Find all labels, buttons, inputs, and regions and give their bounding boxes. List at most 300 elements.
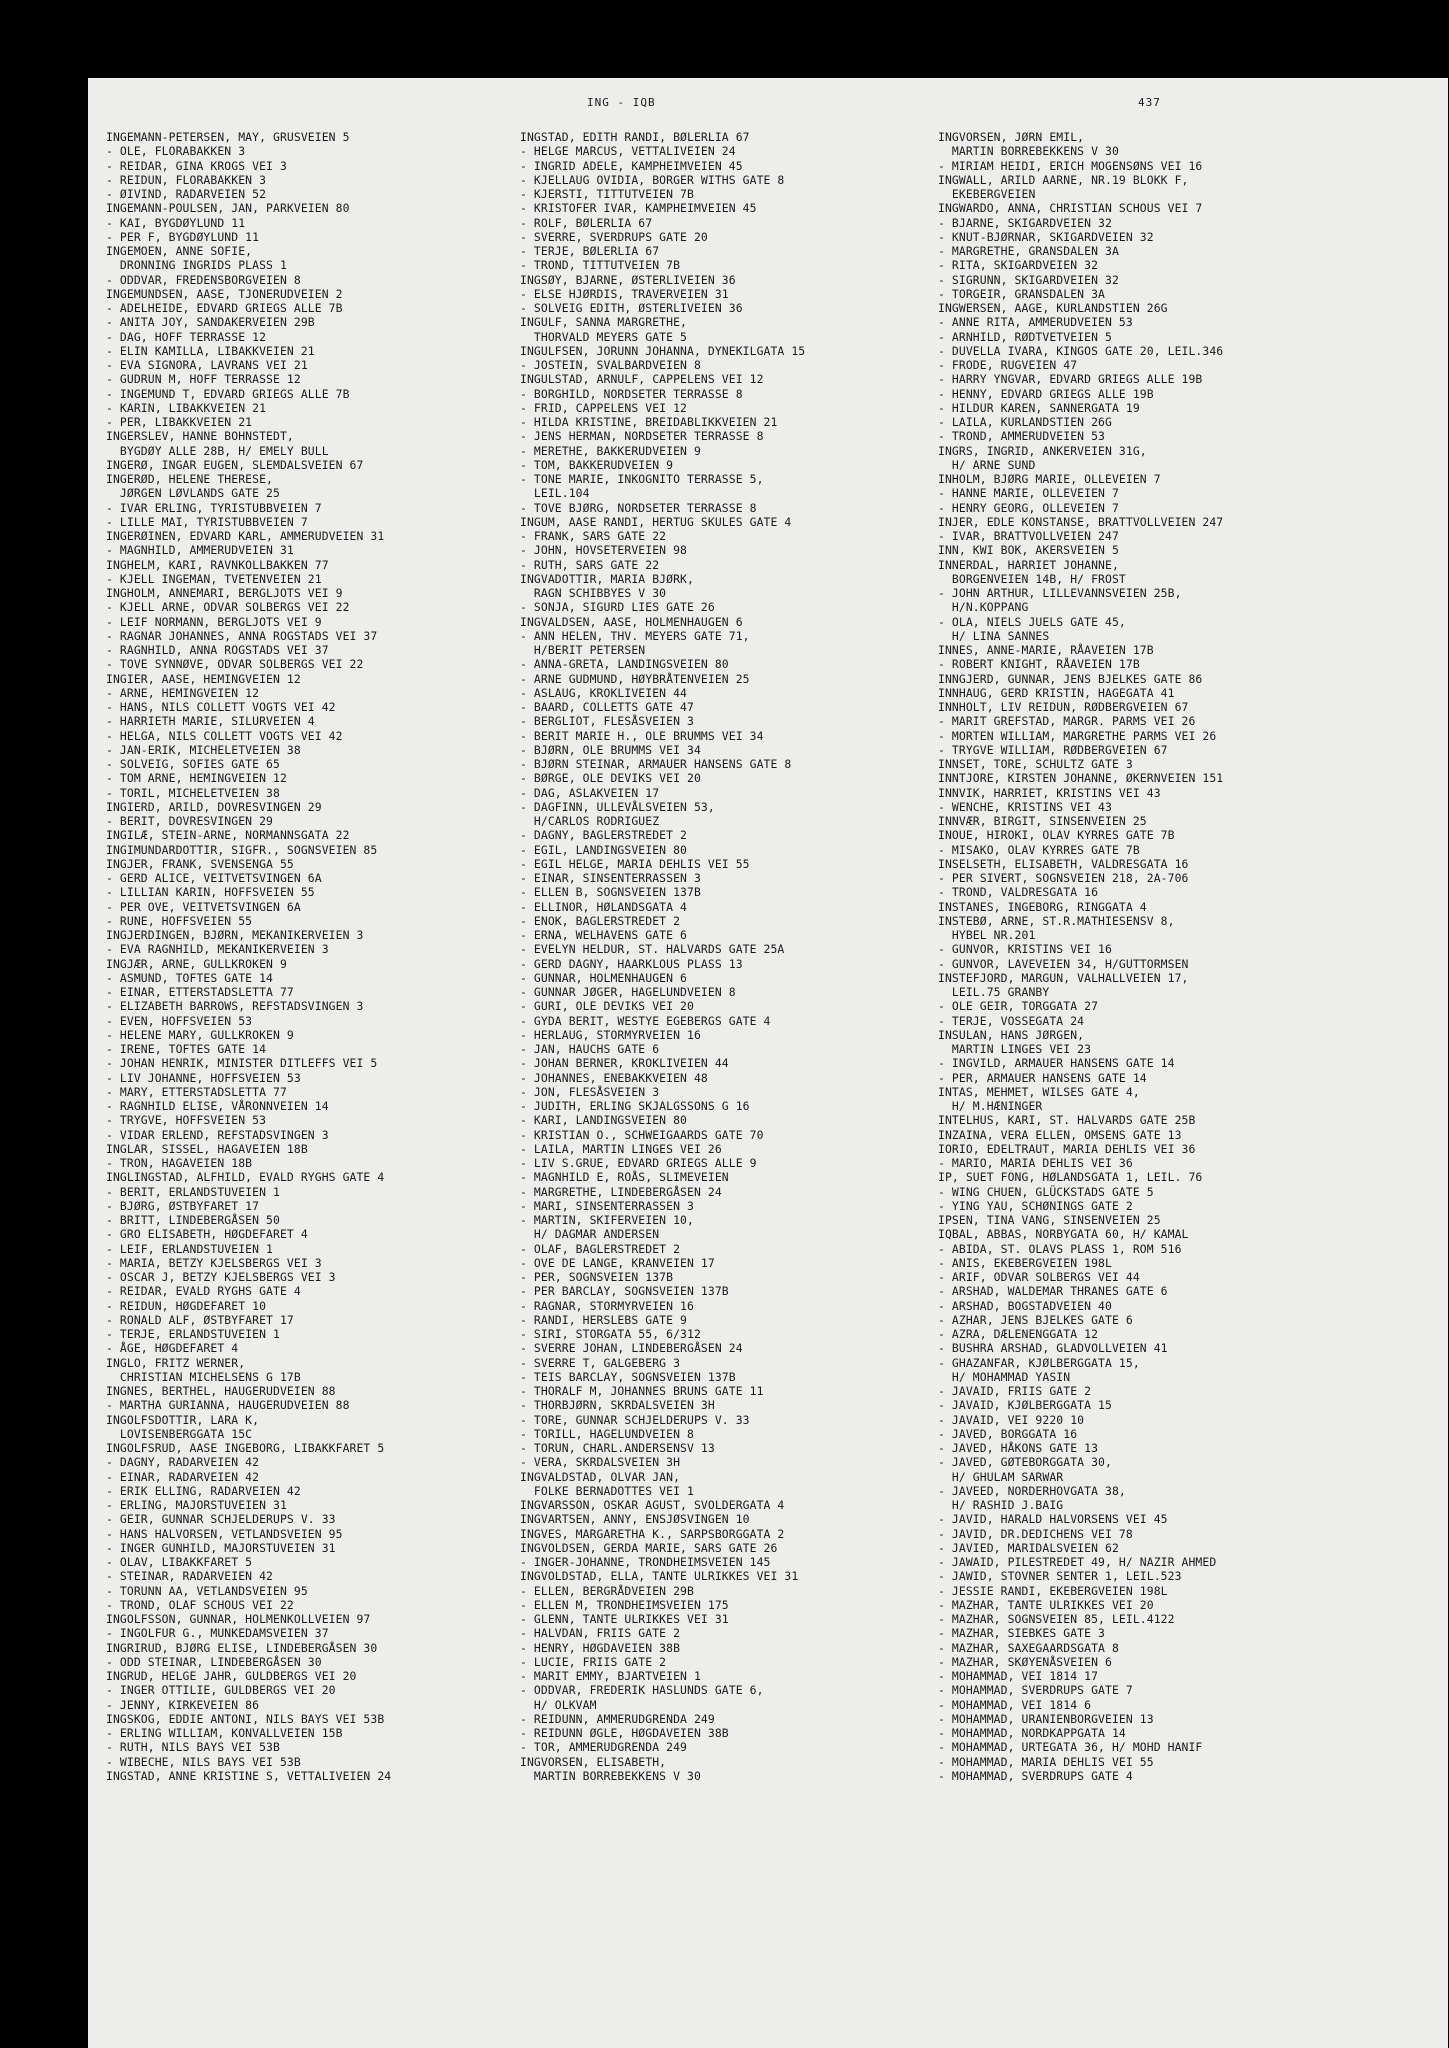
directory-entry-line: - BERIT, ERLANDSTUVEIEN 1 [106,1184,280,1199]
directory-entry-line: - PER F, BYGDØYLUND 11 [106,229,260,244]
directory-entry-line: INGWARDO, ANNA, CHRISTIAN SCHOUS VEI 7 [938,201,1203,216]
directory-entry-line: - SVERRE T, GALGEBERG 3 [520,1355,681,1370]
directory-entry-line: INGVARTSEN, ANNY, ENSJØSVINGEN 10 [520,1512,750,1527]
directory-entry-line: - BAARD, COLLETTS GATE 47 [520,700,694,714]
directory-entry-line: - AZRA, DÆLENENGGATA 12 [938,1327,1099,1341]
directory-entry-line: - RAGNHILD ELISE, VÅRONNVEIEN 14 [106,1099,329,1113]
directory-entry-line: - MOHAMMAD, URANIENBORGVEIEN 13 [938,1711,1154,1726]
directory-entry-line: - BERIT, DOVRESVINGEN 29 [106,814,273,828]
directory-entry-line: INNHOLT, LIV REIDUN, RØDBERGVEIEN 67 [938,700,1189,714]
directory-entry-line: - OVE DE LANGE, KRANVEIEN 17 [520,1255,715,1270]
directory-entry-line: INGVOLDSEN, GERDA MARIE, SARS GATE 26 [520,1540,778,1555]
directory-entry-line: - HELENE MARY, GULLKROKEN 9 [106,1027,294,1042]
directory-entry-line: - KARIN, LIBAKKVEIEN 21 [106,400,267,415]
directory-entry-line: INGEMOEN, ANNE SOFIE, [106,244,253,258]
directory-entry-line: INGIERD, ARILD, DOVRESVINGEN 29 [106,799,322,814]
directory-entry-line: - TRYGVE WILLIAM, RØDBERGVEIEN 67 [938,742,1168,757]
directory-entry-line: - OLE, FLORABAKKEN 3 [106,144,246,159]
directory-entry-line: - LIV S.GRUE, EDVARD GRIEGS ALLE 9 [520,1156,757,1170]
directory-entry-line: INNES, ANNE-MARIE, RÅAVEIEN 17B [938,643,1154,657]
directory-entry-line: - JAWAID, PILESTREDET 49, H/ NAZIR AHMED [938,1555,1217,1569]
directory-entry-line: - MOHAMMAD, VEI 1814 6 [938,1697,1092,1712]
directory-page [88,78,1448,2048]
directory-entry-line: - TOVE SYNNØVE, ODVAR SOLBERGS VEI 22 [106,657,364,672]
directory-entry-line: - LIV JOHANNE, HOFFSVEIEN 53 [106,1070,301,1085]
directory-entry-line: - YING YAU, SCHØNINGS GATE 2 [938,1198,1133,1213]
directory-entry-line: - BJØRG, ØSTBYFARET 17 [106,1198,260,1213]
directory-entry-line: - EINAR, RADARVEIEN 42 [106,1469,260,1484]
directory-entry-line: - VIDAR ERLEND, REFSTADSVINGEN 3 [106,1127,329,1142]
directory-entry-line: - JAVID, HARALD HALVORSENS VEI 45 [938,1512,1168,1527]
directory-entry-line: - KJERSTI, TITTUTVEIEN 7B [520,187,694,201]
directory-entry-line: - TERJE, BØLERLIA 67 [520,244,660,258]
directory-entry-line: - MARGRETHE, LINDEBERGÅSEN 24 [520,1184,722,1199]
directory-entry-line: - DAGNY, BAGLERSTREDET 2 [520,828,687,843]
directory-entry-line: - GUNNAR JØGER, HAGELUNDVEIEN 8 [520,985,736,999]
directory-entry-line: INGHOLM, ANNEMARI, BERGLJOTS VEI 9 [106,586,343,600]
directory-entry-line: - EGIL HELGE, MARIA DEHLIS VEI 55 [520,856,750,871]
directory-entry-line: INGERØ, INGAR EUGEN, SLEMDALSVEIEN 67 [106,457,364,472]
directory-entry-line: - MARIO, MARIA DEHLIS VEI 36 [938,1156,1133,1170]
directory-entry-line: INSELSETH, ELISABETH, VALDRESGATA 16 [938,856,1189,871]
directory-entry-line: - MAZHAR, TANTE ULRIKKES VEI 20 [938,1597,1154,1612]
directory-entry-line: LEIL.104 [520,486,590,501]
directory-entry-line: - WING CHUEN, GLÜCKSTADS GATE 5 [938,1184,1154,1199]
directory-entry-line: - JAVIED, MARIDALSVEIEN 62 [938,1540,1119,1555]
directory-entry-line: EKEBERGVEIEN [938,187,1036,201]
directory-entry-line: - GERD ALICE, VEITVETSVINGEN 6A [106,871,322,885]
directory-entry-line: INSULAN, HANS JØRGEN, [938,1027,1085,1042]
directory-entry-line: - ANIS, EKEBERGVEIEN 198L [938,1255,1112,1270]
directory-entry-line: INGRS, INGRID, ANKERVEIEN 31G, [938,443,1147,458]
directory-entry-line: INNVIK, HARRIET, KRISTINS VEI 43 [938,785,1161,800]
directory-entry-line: - JAVAID, VEI 9220 10 [938,1412,1085,1427]
directory-entry-line: INN, KWI BOK, AKERSVEIEN 5 [938,543,1119,558]
directory-entry-line: INGVES, MARGARETHA K., SARPSBORGGATA 2 [520,1526,785,1541]
directory-entry-line: INGULSTAD, ARNULF, CAPPELENS VEI 12 [520,372,764,387]
directory-entry-line: - LAILA, KURLANDSTIEN 26G [938,415,1112,429]
directory-entry-line: - REIDAR, EVALD RYGHS GATE 4 [106,1284,301,1299]
directory-entry-line: - HALVDAN, FRIIS GATE 2 [520,1626,681,1641]
directory-entry-line: - ANN HELEN, THV. MEYERS GATE 71, [520,628,750,643]
directory-entry-line: - TORUN, CHARL.ANDERSENSV 13 [520,1441,715,1455]
directory-entry-line: - JOHAN BERNER, KROKLIVEIEN 44 [520,1056,729,1071]
directory-entry-line: - ELLEN B, SOGNSVEIEN 137B [520,885,701,900]
directory-entry-line: - MARI, SINSENTERRASSEN 3 [520,1198,694,1213]
directory-entry-line: - ELLEN M, TRONDHEIMSVEIEN 175 [520,1597,729,1612]
directory-entry-line: - JOSTEIN, SVALBARDVEIEN 8 [520,358,701,372]
directory-entry-line: - PER SIVERT, SOGNSVEIEN 218, 2A-706 [938,871,1189,885]
directory-entry-line: - TERJE, VOSSEGATA 24 [938,1013,1085,1028]
directory-entry-line: - TERJE, ERLANDSTUVEIEN 1 [106,1327,280,1341]
directory-entry-line: - TROND, TITTUTVEIEN 7B [520,258,681,273]
directory-entry-line: - ODD STEINAR, LINDEBERGÅSEN 30 [106,1654,322,1669]
directory-entry-line: INGEMANN-PETERSEN, MAY, GRUSVEIEN 5 [106,130,350,144]
directory-entry-line: INGOLFSDOTTIR, LARA K, [106,1412,260,1427]
directory-entry-line: - TOM ARNE, HEMINGVEIEN 12 [106,771,287,786]
directory-entry-line: INGJER, FRANK, SVENSENGA 55 [106,856,294,871]
directory-entry-line: - DUVELLA IVARA, KINGOS GATE 20, LEIL.346 [938,343,1224,358]
directory-entry-line: INNERDAL, HARRIET JOHANNE, [938,557,1119,572]
directory-entry-line: LOVISENBERGGATA 15C [106,1426,253,1441]
directory-entry-line: - MARTHA GURIANNA, HAUGERUDVEIEN 88 [106,1398,350,1413]
directory-entry-line: - MAGNHILD E, ROÅS, SLIMEVEIEN [520,1170,729,1185]
directory-entry-line: - PER, LIBAKKVEIEN 21 [106,415,253,429]
directory-entry-line: - RAGNHILD, ANNA ROGSTADS VEI 37 [106,643,329,657]
directory-entry-line: - ERIK ELLING, RADARVEIEN 42 [106,1483,301,1498]
directory-entry-line: H/ OLKVAM [520,1697,597,1712]
directory-entry-line: INGRUD, HELGE JAHR, GULDBERGS VEI 20 [106,1669,357,1683]
directory-entry-line: INGERSLEV, HANNE BOHNSTEDT, [106,429,294,444]
alphabetical-range: ING - IQB [587,96,656,109]
directory-entry-line: - KJELL INGEMAN, TVETENVEIEN 21 [106,571,322,586]
directory-entry-line: - SVERRE, SVERDRUPS GATE 20 [520,229,708,244]
directory-entry-line: INGSTAD, ANNE KRISTINE S, VETTALIVEIEN 24 [106,1768,392,1783]
directory-entry-line: - IRENE, TOFTES GATE 14 [106,1042,267,1056]
directory-entry-line: - JENNY, KIRKEVEIEN 86 [106,1697,260,1712]
directory-entry-line: - OLAF, BAGLERSTREDET 2 [520,1241,681,1256]
directory-entry-line: - ØIVIND, RADARVEIEN 52 [106,187,267,201]
directory-entry-line: - JAVED, HÅKONS GATE 13 [938,1441,1099,1455]
directory-entry-line: - BUSHRA ARSHAD, GLADVOLLVEIEN 41 [938,1341,1168,1356]
directory-entry-line: - RAGNAR JOHANNES, ANNA ROGSTADS VEI 37 [106,628,378,643]
directory-entry-line: H/ ARNE SUND [938,457,1036,472]
directory-entry-line: H/ M.HÆNINGER [938,1099,1043,1113]
directory-entry-line: INSTEBØ, ARNE, ST.R.MATHIESENSV 8, [938,913,1175,928]
directory-entry-line: - JAVAID, FRIIS GATE 2 [938,1384,1092,1398]
directory-entry-line: - WIBECHE, NILS BAYS VEI 53B [106,1754,301,1769]
directory-entry-line: - FRID, CAPPELENS VEI 12 [520,400,687,415]
directory-entry-line: RAGN SCHIBBYES V 30 [520,586,667,600]
directory-entry-line: - ELLEN, BERGRÅDVEIEN 29B [520,1583,694,1598]
directory-entry-line: - EVEN, HOFFSVEIEN 53 [106,1013,253,1028]
directory-entry-line: - JAVED, BORGGATA 16 [938,1426,1078,1441]
directory-entry-line: LEIL.75 GRANBY [938,985,1050,999]
directory-entry-line: - ARIF, ODVAR SOLBERGS VEI 44 [938,1270,1140,1284]
directory-entry-line: - RUNE, HOFFSVEIEN 55 [106,913,253,928]
directory-entry-line: - DAG, HOFF TERRASSE 12 [106,329,267,344]
directory-entry-line: INNTJORE, KIRSTEN JOHANNE, ØKERNVEIEN 151 [938,771,1224,786]
directory-entry-line: INGVORSEN, ELISABETH, [520,1754,667,1769]
directory-entry-line: - MOHAMMAD, SVERDRUPS GATE 7 [938,1683,1133,1698]
directory-entry-line: - JAN-ERIK, MICHELETVEIEN 38 [106,742,301,757]
directory-entry-line: INGSKOG, EDDIE ANTONI, NILS BAYS VEI 53B [106,1711,385,1726]
directory-entry-line: - EINAR, SINSENTERRASSEN 3 [520,871,701,885]
directory-entry-line: - TOM, BAKKERUDVEIEN 9 [520,457,674,472]
directory-entry-line: INGUM, AASE RANDI, HERTUG SKULES GATE 4 [520,514,792,529]
directory-entry-line: - MARY, ETTERSTADSLETTA 77 [106,1084,287,1099]
directory-entry-line: - SOLVEIG EDITH, ØSTERLIVEIEN 36 [520,301,743,315]
directory-entry-line: - HELGE MARCUS, VETTALIVEIEN 24 [520,144,736,159]
directory-entry-line: INGSØY, BJARNE, ØSTERLIVEIEN 36 [520,272,736,287]
directory-entry-line: - RONALD ALF, ØSTBYFARET 17 [106,1312,294,1327]
directory-entry-line: - TROND, OLAF SCHOUS VEI 22 [106,1597,294,1612]
directory-entry-line: MARTIN BORREBEKKENS V 30 [938,144,1119,159]
directory-entry-line: - INGER GUNHILD, MAJORSTUVEIEN 31 [106,1540,336,1555]
directory-entry-line: - FRODE, RUGVEIEN 47 [938,358,1078,372]
directory-entry-line: - ADELHEIDE, EDVARD GRIEGS ALLE 7B [106,301,343,315]
directory-entry-line: H/ GHULAM SARWAR [938,1469,1064,1484]
directory-entry-line: BORGENVEIEN 14B, H/ FROST [938,571,1126,586]
directory-entry-line: - REIDUN, HØGDEFARET 10 [106,1298,267,1313]
directory-entry-line: - IVAR, BRATTVOLLVEIEN 247 [938,529,1119,543]
directory-entry-line: - THORBJØRN, SKRDALSVEIEN 3H [520,1398,715,1413]
directory-entry-line: INGVALDSEN, AASE, HOLMENHAUGEN 6 [520,614,743,629]
directory-entry-line: INSTANES, INGEBORG, RINGGATA 4 [938,899,1147,914]
directory-entry-line: - ÅGE, HØGDEFARET 4 [106,1341,239,1356]
directory-entry-line: - ARNHILD, RØDTVETVEIEN 5 [938,329,1112,344]
directory-entry-line: BYGDØY ALLE 28B, H/ EMELY BULL [106,443,329,458]
directory-entry-line: - RITA, SKIGARDVEIEN 32 [938,258,1099,273]
directory-entry-line: INGVADOTTIR, MARIA BJØRK, [520,571,694,586]
directory-entry-line: - BJØRN, OLE BRUMMS VEI 34 [520,742,701,757]
directory-entry-line: - MISAKO, OLAV KYRRES GATE 7B [938,842,1140,857]
directory-entry-line: - RUTH, NILS BAYS VEI 53B [106,1740,280,1755]
directory-entry-line: - OSCAR J, BETZY KJELSBERGS VEI 3 [106,1270,336,1284]
directory-entry-line: IQBAL, ABBAS, NORBYGATA 60, H/ KAMAL [938,1227,1189,1242]
directory-entry-line: - JOHANNES, ENEBAKKVEIEN 48 [520,1070,708,1085]
directory-entry-line: - HENRY GEORG, OLLEVEIEN 7 [938,500,1119,515]
directory-entry-line: INTELHUS, KARI, ST. HALVARDS GATE 25B [938,1113,1196,1128]
directory-entry-line: - HERLAUG, STORMYRVEIEN 16 [520,1027,701,1042]
directory-entry-line: - OLE GEIR, TORGGATA 27 [938,999,1099,1014]
directory-entry-line: MARTIN BORREBEKKENS V 30 [520,1768,701,1783]
directory-entry-line: - TROND, VALDRESGATA 16 [938,885,1099,900]
directory-entry-line: INJER, EDLE KONSTANSE, BRATTVOLLVEIEN 247 [938,514,1224,529]
directory-entry-line: INGVOLDSTAD, ELLA, TANTE ULRIKKES VEI 31 [520,1569,799,1584]
directory-entry-line: INGOLFSSON, GUNNAR, HOLMENKOLLVEIEN 97 [106,1612,371,1626]
directory-entry-line: - ERLING WILLIAM, KONVALLVEIEN 15B [106,1726,343,1740]
directory-entry-line: DRONNING INGRIDS PLASS 1 [106,258,287,273]
directory-entry-line: INTAS, MEHMET, WILSES GATE 4, [938,1084,1140,1099]
directory-entry-line: INNSET, TORE, SCHULTZ GATE 3 [938,757,1133,771]
directory-entry-line: INGVALDSTAD, OLVAR JAN, [520,1469,681,1484]
directory-entry-line: THORVALD MEYERS GATE 5 [520,329,687,344]
directory-entry-line: - ENOK, BAGLERSTREDET 2 [520,913,681,928]
directory-entry-line: - MOHAMMAD, VEI 1814 17 [938,1669,1099,1683]
directory-entry-line: - ARSHAD, WALDEMAR THRANES GATE 6 [938,1284,1168,1299]
directory-entry-line: INGEMUNDSEN, AASE, TJONERUDVEIEN 2 [106,286,343,301]
directory-entry-line: - KRISTIAN O., SCHWEIGAARDS GATE 70 [520,1127,764,1142]
directory-entry-line: - PER OVE, VEITVETSVINGEN 6A [106,899,301,914]
directory-entry-line: - ANITA JOY, SANDAKERVEIEN 29B [106,315,315,330]
directory-entry-line: - JOHN ARTHUR, LILLEVANNSVEIEN 25B, [938,586,1182,600]
directory-entry-line: INGWERSEN, AAGE, KURLANDSTIEN 26G [938,301,1168,315]
directory-entry-line: INGIER, AASE, HEMINGVEIEN 12 [106,671,301,686]
directory-entry-line: INSTEFJORD, MARGUN, VALHALLVEIEN 17, [938,970,1189,985]
directory-entry-line: INNVÆR, BIRGIT, SINSENVEIEN 25 [938,814,1147,828]
directory-entry-line: - JESSIE RANDI, EKEBERGVEIEN 198L [938,1583,1168,1598]
directory-entry-line: - GUDRUN M, HOFF TERRASSE 12 [106,372,301,387]
directory-entry-line: CHRISTIAN MICHELSENS G 17B [106,1369,301,1384]
directory-entry-line: - PER BARCLAY, SOGNSVEIEN 137B [520,1284,729,1299]
directory-entry-line: H/BERIT PETERSEN [520,643,646,657]
directory-entry-line: INHOLM, BJØRG MARIE, OLLEVEIEN 7 [938,472,1161,486]
directory-entry-line: JØRGEN LØVLANDS GATE 25 [106,486,280,501]
directory-entry-line: - BERIT MARIE H., OLE BRUMMS VEI 34 [520,728,764,743]
directory-entry-line: - ERNA, WELHAVENS GATE 6 [520,928,687,942]
directory-entry-line: - ARNE GUDMUND, HØYBRÅTENVEIEN 25 [520,671,750,686]
directory-entry-line: - ODDVAR, FREDERIK HASLUNDS GATE 6, [520,1683,764,1698]
directory-entry-line: - LEIF NORMANN, BERGLJOTS VEI 9 [106,614,322,629]
directory-entry-line: - FRANK, SARS GATE 22 [520,529,667,543]
directory-entry-line: - ARNE, HEMINGVEIEN 12 [106,685,260,700]
directory-entry-line: - OLAV, LIBAKKFARET 5 [106,1555,253,1569]
directory-entry-line: - JENS HERMAN, NORDSETER TERRASSE 8 [520,429,764,444]
directory-entry-line: - RANDI, HERSLEBS GATE 9 [520,1312,687,1327]
directory-entry-line: - RAGNAR, STORMYRVEIEN 16 [520,1298,694,1313]
page-number: 437 [1138,96,1161,109]
directory-entry-line: - REIDUN, FLORABAKKEN 3 [106,172,267,187]
directory-entry-line: - HANNE MARIE, OLLEVEIEN 7 [938,486,1119,501]
directory-entry-line: - HENNY, EDVARD GRIEGS ALLE 19B [938,386,1154,401]
directory-entry-line: H/N.KOPPANG [938,600,1029,615]
directory-entry-line: INZAINA, VERA ELLEN, OMSENS GATE 13 [938,1127,1182,1142]
directory-entry-line: H/ RASHID J.BAIG [938,1498,1064,1512]
directory-entry-line: INGERØD, HELENE THERESE, [106,472,273,486]
directory-entry-line: - BJØRN STEINAR, ARMAUER HANSENS GATE 8 [520,757,792,771]
directory-entry-line: INGIMUNDARDOTTIR, SIGFR., SOGNSVEIEN 85 [106,842,378,857]
directory-entry-line: - ANNA-GRETA, LANDINGSVEIEN 80 [520,657,729,672]
directory-entry-line: - JON, FLESÅSVEIEN 3 [520,1084,660,1099]
directory-entry-line: FOLKE BERNADOTTES VEI 1 [520,1483,694,1498]
directory-entry-line: IP, SUET FONG, HØLANDSGATA 1, LEIL. 76 [938,1170,1203,1185]
directory-entry-line: - HENRY, HØGDAVEIEN 38B [520,1640,681,1655]
directory-entry-line: - LILLE MAI, TYRISTUBBVEIEN 7 [106,514,308,529]
directory-entry-line: - SIGRUNN, SKIGARDVEIEN 32 [938,272,1119,287]
directory-entry-line: - KJELL ARNE, ODVAR SOLBERGS VEI 22 [106,600,350,615]
directory-entry-line: - TORE, GUNNAR SCHJELDERUPS V. 33 [520,1412,750,1427]
directory-entry-line: H/ MOHAMMAD YASIN [938,1369,1071,1384]
directory-entry-line: - LAILA, MARTIN LINGES VEI 26 [520,1141,722,1156]
directory-entry-line: - EGIL, LANDINGSVEIEN 80 [520,842,687,857]
directory-entry-line: - MARGRETHE, GRANSDALEN 3A [938,244,1119,258]
directory-entry-line: - IVAR ERLING, TYRISTUBBVEIEN 7 [106,500,322,515]
directory-entry-line: - ELLINOR, HØLANDSGATA 4 [520,899,687,914]
directory-entry-line: - INGVILD, ARMAUER HANSENS GATE 14 [938,1056,1175,1071]
directory-entry-line: - ELIZABETH BARROWS, REFSTADSVINGEN 3 [106,999,364,1014]
directory-entry-line: - ROBERT KNIGHT, RÅAVEIEN 17B [938,657,1140,672]
directory-entry-line: - SOLVEIG, SOFIES GATE 65 [106,757,280,771]
directory-entry-line: - GRO ELISABETH, HØGDEFARET 4 [106,1227,308,1242]
directory-entry-line: - TRYGVE, HOFFSVEIEN 53 [106,1113,267,1128]
directory-entry-line: INGSTAD, EDITH RANDI, BØLERLIA 67 [520,130,750,144]
directory-entry-line: IORIO, EDELTRAUT, MARIA DEHLIS VEI 36 [938,1141,1196,1156]
directory-entry-line: - ROLF, BØLERLIA 67 [520,215,653,230]
directory-entry-line: INGULF, SANNA MARGRETHE, [520,315,687,330]
directory-entry-line: - GUNVOR, KRISTINS VEI 16 [938,942,1112,957]
directory-entry-line: - ANNE RITA, AMMERUDVEIEN 53 [938,315,1133,330]
directory-entry-line: - JAVID, DR.DEDICHENS VEI 78 [938,1526,1133,1541]
directory-entry-line: - HILDA KRISTINE, BREIDABLIKKVEIEN 21 [520,415,778,429]
directory-entry-line: - SIRI, STORGATA 55, 6/312 [520,1327,701,1341]
directory-entry-line: - INGRID ADELE, KAMPHEIMVEIEN 45 [520,158,743,173]
directory-entry-line: - HARRY YNGVAR, EDVARD GRIEGS ALLE 19B [938,372,1203,387]
directory-entry-line: - REIDUNN ØGLE, HØGDAVEIEN 38B [520,1726,729,1740]
listing-column-1 [106,130,391,1783]
directory-entry-line: - MARIA, BETZY KJELSBERGS VEI 3 [106,1255,322,1270]
directory-entry-line: - MOHAMMAD, URTEGATA 36, H/ MOHD HANIF [938,1740,1203,1755]
directory-entry-line: - TORIL, MICHELETVEIEN 38 [106,785,280,800]
directory-entry-line: - SONJA, SIGURD LIES GATE 26 [520,600,715,615]
listing-column-2 [520,130,805,1783]
directory-entry-line: - EINAR, ETTERSTADSLETTA 77 [106,985,294,999]
directory-entry-line: INGEMANN-POULSEN, JAN, PARKVEIEN 80 [106,201,350,216]
directory-entry-line: - JAVAID, KJØLBERGGATA 15 [938,1398,1112,1413]
directory-entry-line: - MARIT GREFSTAD, MARGR. PARMS VEI 26 [938,714,1196,729]
directory-entry-line: - JAWID, STOVNER SENTER 1, LEIL.523 [938,1569,1182,1584]
directory-entry-line: H/ LINA SANNES [938,628,1050,643]
directory-entry-line: INGVORSEN, JØRN EMIL, [938,130,1085,144]
directory-entry-line: - GEIR, GUNNAR SCHJELDERUPS V. 33 [106,1512,336,1527]
directory-entry-line: INGOLFSRUD, AASE INGEBORG, LIBAKKFARET 5 [106,1441,385,1455]
directory-entry-line: - HELGA, NILS COLLETT VOGTS VEI 42 [106,728,343,743]
directory-entry-line: INGHELM, KARI, RAVNKOLLBAKKEN 77 [106,557,329,572]
directory-entry-line: - INGER OTTILIE, GULDBERGS VEI 20 [106,1683,336,1698]
directory-entry-line: - GLENN, TANTE ULRIKKES VEI 31 [520,1612,729,1626]
listing-column-3 [938,130,1223,1783]
directory-entry-line: - EVA SIGNORA, LAVRANS VEI 21 [106,358,308,372]
directory-entry-line: - DAGFINN, ULLEVÅLSVEIEN 53, [520,799,715,814]
directory-entry-line: - KNUT-BJØRNAR, SKIGARDVEIEN 32 [938,229,1154,244]
directory-entry-line: - THORALF M, JOHANNES BRUNS GATE 11 [520,1384,764,1398]
page-header [88,96,1448,116]
directory-entry-line: - GURI, OLE DEVIKS VEI 20 [520,999,694,1014]
directory-entry-line: INGRIRUD, BJØRG ELISE, LINDEBERGÅSEN 30 [106,1640,378,1655]
directory-entry-line: - MAZHAR, SOGNSVEIEN 85, LEIL.4122 [938,1612,1175,1626]
directory-entry-line: - AZHAR, JENS BJELKES GATE 6 [938,1312,1133,1327]
directory-entry-line: - TONE MARIE, INKOGNITO TERRASSE 5, [520,472,764,486]
directory-entry-line: - MAZHAR, SIEBKES GATE 3 [938,1626,1105,1641]
directory-entry-line: - JOHN, HOVSETERVEIEN 98 [520,543,687,558]
directory-entry-line: - KARI, LANDINGSVEIEN 80 [520,1113,687,1128]
directory-entry-line: - KRISTOFER IVAR, KAMPHEIMVEIEN 45 [520,201,757,216]
directory-entry-line: - PER, ARMAUER HANSENS GATE 14 [938,1070,1147,1085]
directory-entry-line: - OLA, NIELS JUELS GATE 45, [938,614,1126,629]
directory-entry-line: - MOHAMMAD, NORDKAPPGATA 14 [938,1726,1126,1740]
directory-entry-line: - VERA, SKRDALSVEIEN 3H [520,1455,681,1470]
directory-entry-line: - ASLAUG, KROKLIVEIEN 44 [520,685,687,700]
directory-entry-line: INNHAUG, GERD KRISTIN, HAGEGATA 41 [938,685,1175,700]
directory-entry-line: - INGOLFUR G., MUNKEDAMSVEIEN 37 [106,1626,329,1641]
directory-entry-line: - KJELLAUG OVIDIA, BORGER WITHS GATE 8 [520,172,785,187]
directory-entry-line: - ELSE HJØRDIS, TRAVERVEIEN 31 [520,286,729,301]
directory-entry-line: - LILLIAN KARIN, HOFFSVEIEN 55 [106,885,315,900]
directory-entry-line: - ELIN KAMILLA, LIBAKKVEIEN 21 [106,343,315,358]
directory-entry-line: - INGER-JOHANNE, TRONDHEIMSVEIEN 145 [520,1555,771,1569]
directory-entry-line: - BØRGE, OLE DEVIKS VEI 20 [520,771,701,786]
directory-entry-line: - MARTIN, SKIFERVEIEN 10, [520,1213,694,1227]
directory-entry-line: INGJERDINGEN, BJØRN, MEKANIKERVEIEN 3 [106,928,364,942]
directory-entry-line: - MARIT EMMY, BJARTVEIEN 1 [520,1669,701,1683]
directory-entry-line: - SVERRE JOHAN, LINDEBERGÅSEN 24 [520,1341,743,1356]
directory-entry-line: - MOHAMMAD, SVERDRUPS GATE 4 [938,1768,1133,1783]
directory-entry-line: - HANS HALVORSEN, VETLANDSVEIEN 95 [106,1526,343,1541]
directory-entry-line: INGWALL, ARILD AARNE, NR.19 BLOKK F, [938,172,1189,187]
directory-entry-line: H/ DAGMAR ANDERSEN [520,1227,660,1242]
directory-entry-line: - MORTEN WILLIAM, MARGRETHE PARMS VEI 26 [938,728,1217,743]
directory-entry-line: INOUE, HIROKI, OLAV KYRRES GATE 7B [938,828,1175,843]
directory-entry-line: - KAI, BYGDØYLUND 11 [106,215,246,230]
directory-entry-line: - JAVED, GØTEBORGGATA 30, [938,1455,1112,1470]
directory-entry-line: - DAG, ASLAKVEIEN 17 [520,785,660,800]
directory-entry-line: - WENCHE, KRISTINS VEI 43 [938,799,1112,814]
directory-entry-line: - EVA RAGNHILD, MEKANIKERVEIEN 3 [106,942,329,957]
directory-entry-line: - PER, SOGNSVEIEN 137B [520,1270,674,1284]
directory-entry-line: - REIDAR, GINA KROGS VEI 3 [106,158,287,173]
directory-entry-line: - RUTH, SARS GATE 22 [520,557,660,572]
directory-entry-line: MARTIN LINGES VEI 23 [938,1042,1092,1056]
